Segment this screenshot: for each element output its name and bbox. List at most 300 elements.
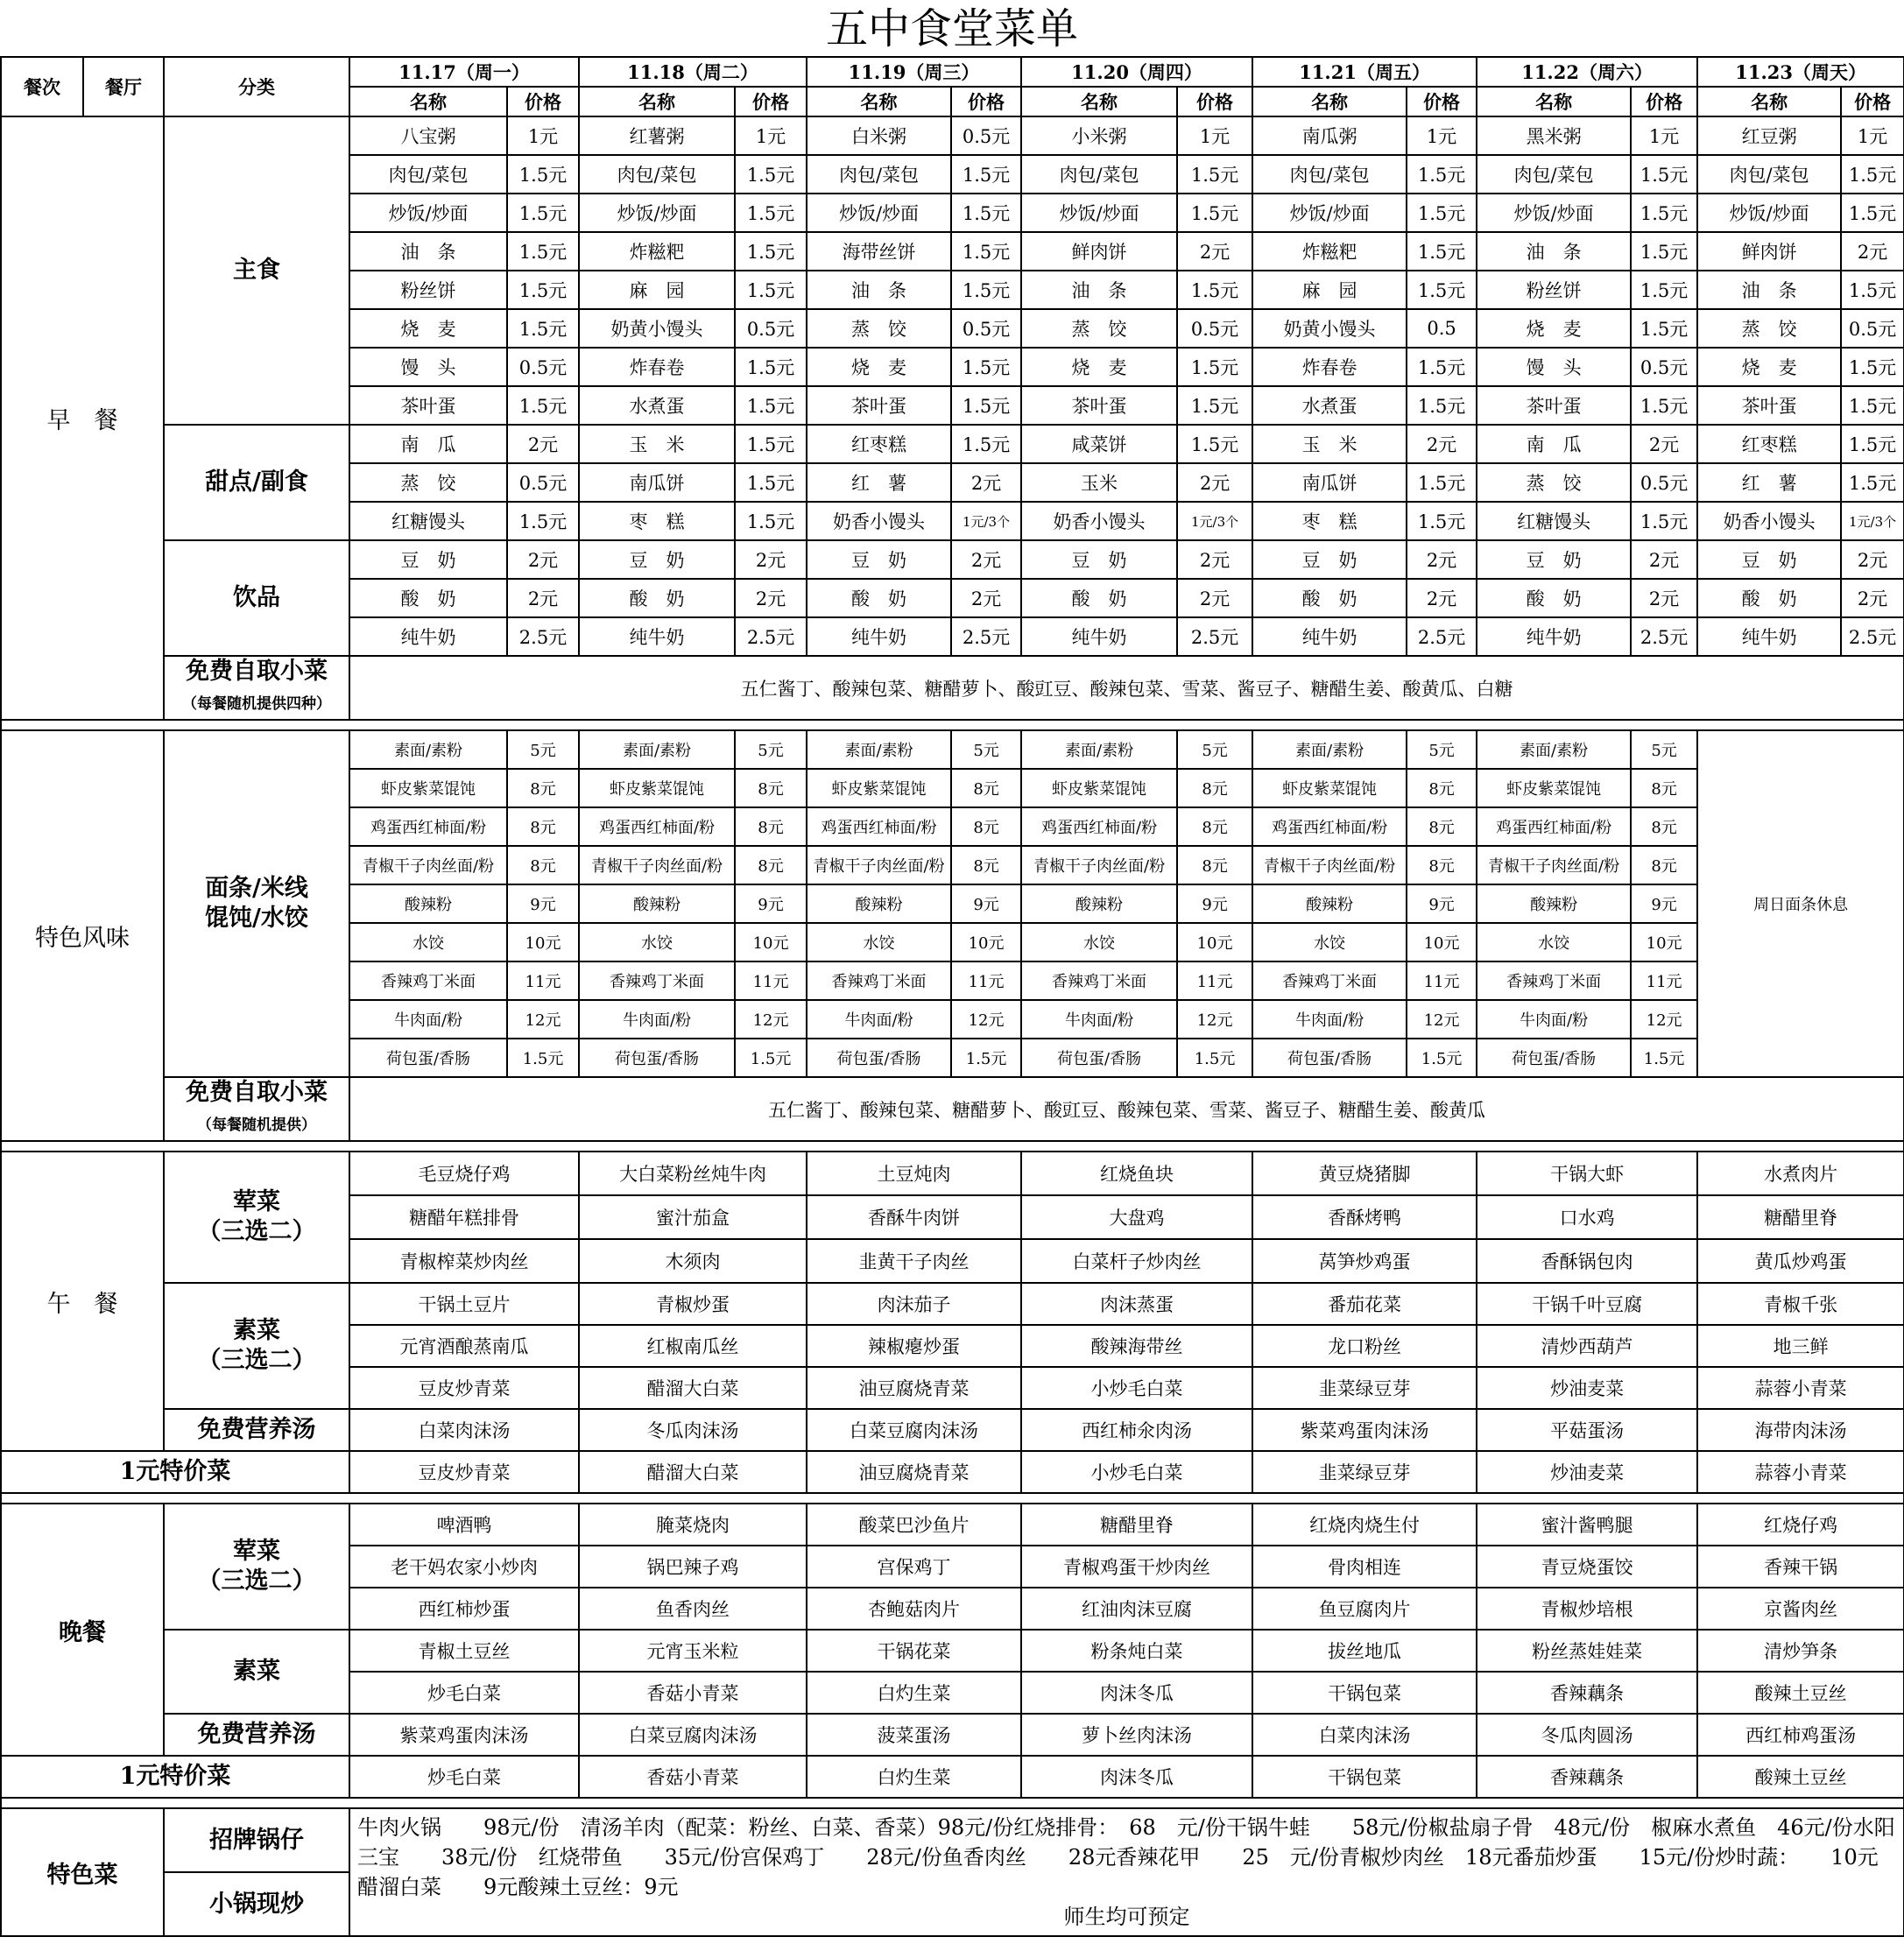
dish-name: 肉包/菜包 (1477, 155, 1631, 194)
dish-name: 老干妈农家小炒肉 (349, 1546, 579, 1588)
noodle-price: 10元 (1407, 923, 1477, 961)
noodle-name: 香辣鸡丁米面 (807, 961, 951, 1000)
dish-price: 1.5元 (951, 155, 1021, 194)
noodle-name: 牛肉面/粉 (1021, 1000, 1177, 1039)
dish-price: 1.5元 (1407, 194, 1477, 232)
dish-name: 红烧仔鸡 (1697, 1504, 1904, 1546)
dish-name: 酸 奶 (807, 579, 951, 617)
dish-name: 干锅花菜 (807, 1630, 1021, 1672)
stir-category: 小锅现炒 (164, 1872, 349, 1936)
dish-price: 0.5元 (1177, 309, 1252, 348)
noodle-price: 11元 (1407, 961, 1477, 1000)
dish-price: 1.5元 (507, 155, 579, 194)
noodle-name: 水饺 (1252, 923, 1407, 961)
noodle-price: 1.5元 (507, 1039, 579, 1077)
noodle-price: 12元 (1407, 1000, 1477, 1039)
free-side-items: 五仁酱丁、酸辣包菜、糖醋萝卜、酸豇豆、酸辣包菜、雪菜、酱豆子、糖醋生姜、酸黄瓜、白糖 (349, 656, 1904, 720)
noodle-name: 酸辣粉 (1477, 884, 1631, 923)
dish-price: 1元 (1177, 116, 1252, 155)
dish-name: 清炒笋条 (1697, 1630, 1904, 1672)
dish-name: 糖醋年糕排骨 (349, 1195, 579, 1239)
dish-name: 酸 奶 (1697, 579, 1841, 617)
noodle-price: 10元 (735, 923, 807, 961)
dish-name: 青椒千张 (1697, 1283, 1904, 1325)
specialty-free-side-items: 五仁酱丁、酸辣包菜、糖醋萝卜、酸豇豆、酸辣包菜、雪菜、酱豆子、糖醋生姜、酸黄瓜 (349, 1077, 1904, 1141)
dinner-meat-category-label: 荤菜 (233, 1538, 280, 1565)
noodle-name: 荷包蛋/香肠 (1477, 1039, 1631, 1077)
noodle-price: 8元 (1177, 769, 1252, 807)
dish-price: 1.5元 (1177, 155, 1252, 194)
dish-name: 蒸 饺 (349, 463, 507, 502)
dessert-category-label: 甜点/副食 (205, 468, 308, 496)
noodle-category (164, 730, 349, 1077)
dish-name: 炒饭/炒面 (1697, 194, 1841, 232)
dish-name: 南 瓜 (1477, 425, 1631, 463)
lunch-veg-category (164, 1283, 349, 1409)
dish-name: 纯牛奶 (1477, 617, 1631, 656)
dish-name: 纯牛奶 (349, 617, 507, 656)
dish-price: 1.5元 (735, 155, 807, 194)
dish-name: 口水鸡 (1477, 1195, 1697, 1239)
dish-name: 南瓜饼 (579, 463, 735, 502)
dish-name: 茶叶蛋 (1021, 386, 1177, 425)
dish-name: 啤酒鸭 (349, 1504, 579, 1546)
day-header: 11.18（周二） (579, 57, 807, 87)
dinner-meat-category (164, 1504, 349, 1630)
dish-name: 香酥牛肉饼 (807, 1195, 1021, 1239)
dish-name: 蒸 饺 (1477, 463, 1631, 502)
breakfast-meal-label: 早 餐 (1, 116, 164, 720)
dish-name: 南 瓜 (349, 425, 507, 463)
noodle-name: 青椒干子肉丝面/粉 (1021, 846, 1177, 884)
meal-header: 餐次 (1, 57, 83, 116)
noodle-price: 9元 (735, 884, 807, 923)
dish-name: 枣 糕 (1252, 502, 1407, 540)
dish-name: 西红柿氽肉汤 (1021, 1409, 1252, 1451)
dish-name: 南瓜粥 (1252, 116, 1407, 155)
dish-name: 辣椒瘪炒蛋 (807, 1325, 1021, 1367)
noodle-name: 虾皮紫菜馄饨 (1477, 769, 1631, 807)
dish-name: 黑米粥 (1477, 116, 1631, 155)
dish-price: 2元 (951, 463, 1021, 502)
dish-price: 1元/3个 (1841, 502, 1904, 540)
dish-price: 1.5元 (1631, 155, 1697, 194)
dish-name: 豆 奶 (1697, 540, 1841, 579)
dish-price: 0.5元 (507, 463, 579, 502)
dish-price: 1.5元 (1841, 425, 1904, 463)
dish-price: 0.5元 (951, 309, 1021, 348)
noodle-category-label: 面条/米线 (205, 875, 308, 902)
noodle-name: 牛肉面/粉 (1252, 1000, 1407, 1039)
noodle-name: 香辣鸡丁米面 (1021, 961, 1177, 1000)
noodle-price: 11元 (735, 961, 807, 1000)
noodle-price: 8元 (1631, 769, 1697, 807)
lunch-special-label: 1元特价菜 (1, 1451, 349, 1493)
dish-name: 干锅千叶豆腐 (1477, 1283, 1697, 1325)
dish-price: 1.5元 (507, 194, 579, 232)
dish-name: 青豆烧蛋饺 (1477, 1546, 1697, 1588)
dish-price: 1.5元 (735, 232, 807, 271)
noodle-name: 牛肉面/粉 (579, 1000, 735, 1039)
pot-category: 招牌锅仔 (164, 1808, 349, 1872)
dish-name: 腌菜烧肉 (579, 1504, 807, 1546)
day-header: 11.20（周四） (1021, 57, 1252, 87)
dish-name: 小炒毛白菜 (1021, 1451, 1252, 1493)
name-header: 名称 (807, 87, 951, 116)
dish-name: 肉沫茄子 (807, 1283, 1021, 1325)
dish-name: 香酥烤鸭 (1252, 1195, 1477, 1239)
dish-name: 酸 奶 (349, 579, 507, 617)
dish-name: 香辣藕条 (1477, 1756, 1697, 1798)
noodle-price: 8元 (735, 846, 807, 884)
free-side-category-note: （每餐随机提供四种） (182, 695, 331, 713)
dish-name: 豆 奶 (807, 540, 951, 579)
dish-name: 地三鲜 (1697, 1325, 1904, 1367)
dish-name: 红烧肉烧生付 (1252, 1504, 1477, 1546)
noodle-price: 5元 (1631, 730, 1697, 769)
noodle-name: 鸡蛋西红柿面/粉 (1252, 807, 1407, 846)
day-header: 11.22（周六） (1477, 57, 1697, 87)
dish-name: 酸辣海带丝 (1021, 1325, 1252, 1367)
dish-name: 鲜肉饼 (1021, 232, 1177, 271)
noodle-name: 鸡蛋西红柿面/粉 (807, 807, 951, 846)
noodle-price: 12元 (507, 1000, 579, 1039)
dish-name: 西红柿鸡蛋汤 (1697, 1714, 1904, 1756)
dish-name: 纯牛奶 (1021, 617, 1177, 656)
dish-name: 紫菜鸡蛋肉沫汤 (349, 1714, 579, 1756)
noodle-price: 8元 (507, 807, 579, 846)
dish-name: 青椒炒培根 (1477, 1588, 1697, 1630)
noodle-price: 8元 (951, 807, 1021, 846)
noodle-name: 素面/素粉 (1021, 730, 1177, 769)
noodle-price: 8元 (1407, 807, 1477, 846)
price-header: 价格 (735, 87, 807, 116)
dish-name: 奶香小馒头 (807, 502, 951, 540)
noodle-name: 酸辣粉 (349, 884, 507, 923)
dish-name: 肉包/菜包 (1021, 155, 1177, 194)
dish-name: 炸春卷 (579, 348, 735, 386)
dish-name: 红 薯 (1697, 463, 1841, 502)
noodle-name: 荷包蛋/香肠 (349, 1039, 507, 1077)
dish-name: 炒饭/炒面 (579, 194, 735, 232)
noodle-name: 鸡蛋西红柿面/粉 (349, 807, 507, 846)
dish-name: 酸辣土豆丝 (1697, 1756, 1904, 1798)
dish-name: 豆皮炒青菜 (349, 1367, 579, 1409)
dish-name: 豆 奶 (1477, 540, 1631, 579)
dish-name: 香辣藕条 (1477, 1672, 1697, 1714)
dish-name: 红烧鱼块 (1021, 1152, 1252, 1195)
dish-price: 1.5元 (1407, 232, 1477, 271)
noodle-name: 荷包蛋/香肠 (1252, 1039, 1407, 1077)
name-header: 名称 (1021, 87, 1177, 116)
dish-price: 1.5元 (735, 348, 807, 386)
dish-name: 炒饭/炒面 (807, 194, 951, 232)
noodle-price: 5元 (507, 730, 579, 769)
dish-name: 红糖馒头 (1477, 502, 1631, 540)
dish-price: 1.5元 (1841, 386, 1904, 425)
dish-price: 1.5元 (1407, 348, 1477, 386)
dish-name: 炸糍粑 (1252, 232, 1407, 271)
dish-price: 1.5元 (1631, 271, 1697, 309)
dish-name: 油 条 (349, 232, 507, 271)
dish-price: 1.5元 (951, 425, 1021, 463)
noodle-name: 香辣鸡丁米面 (1252, 961, 1407, 1000)
dish-name: 拔丝地瓜 (1252, 1630, 1477, 1672)
dish-price: 2元 (507, 540, 579, 579)
dish-price: 2.5元 (1407, 617, 1477, 656)
noodle-price: 8元 (735, 769, 807, 807)
noodle-name: 鸡蛋西红柿面/粉 (1021, 807, 1177, 846)
dish-name: 蒜蓉小青菜 (1697, 1367, 1904, 1409)
noodle-name: 水饺 (807, 923, 951, 961)
menu-table (0, 56, 1904, 1937)
dish-price: 1.5元 (735, 194, 807, 232)
noodle-price: 8元 (507, 846, 579, 884)
dish-price: 1.5元 (1177, 348, 1252, 386)
noodle-price: 10元 (951, 923, 1021, 961)
dish-price: 1元 (735, 116, 807, 155)
noodle-price: 11元 (951, 961, 1021, 1000)
dish-name: 肉包/菜包 (1252, 155, 1407, 194)
dish-price: 1.5元 (1407, 271, 1477, 309)
dish-name: 水煮蛋 (1252, 386, 1407, 425)
dish-name: 油 条 (1697, 271, 1841, 309)
dish-price: 2元 (1841, 579, 1904, 617)
dish-price: 0.5元 (951, 116, 1021, 155)
dish-name: 鲜肉饼 (1697, 232, 1841, 271)
dish-price: 1.5元 (951, 348, 1021, 386)
dish-price: 1.5元 (1631, 232, 1697, 271)
dish-price: 2元 (1407, 425, 1477, 463)
dish-name: 萝卜丝肉沫汤 (1021, 1714, 1252, 1756)
noodle-price: 11元 (507, 961, 579, 1000)
noodle-price: 10元 (507, 923, 579, 961)
noodle-price: 9元 (1177, 884, 1252, 923)
specialty-free-side-category (164, 1077, 349, 1141)
price-header: 价格 (1631, 87, 1697, 116)
dish-name: 大盘鸡 (1021, 1195, 1252, 1239)
dish-name: 青椒炒蛋 (579, 1283, 807, 1325)
staple-category-label: 主食 (233, 257, 280, 284)
noodle-price: 1.5元 (735, 1039, 807, 1077)
noodle-price: 8元 (1407, 769, 1477, 807)
dish-name: 粉丝蒸娃娃菜 (1477, 1630, 1697, 1672)
dish-name: 杏鲍菇肉片 (807, 1588, 1021, 1630)
noodle-price: 5元 (735, 730, 807, 769)
dish-price: 0.5元 (735, 309, 807, 348)
noodle-price: 8元 (951, 769, 1021, 807)
dish-name: 龙口粉丝 (1252, 1325, 1477, 1367)
noodle-name: 青椒干子肉丝面/粉 (1252, 846, 1407, 884)
dish-price: 1.5元 (735, 463, 807, 502)
noodle-price: 9元 (1407, 884, 1477, 923)
lunch-veg-category-label: 素菜 (233, 1317, 280, 1344)
dish-name: 鱼豆腐肉片 (1252, 1588, 1477, 1630)
spacer (1, 1798, 1904, 1808)
dish-name: 豆 奶 (1021, 540, 1177, 579)
name-header: 名称 (1697, 87, 1841, 116)
dish-price: 1.5元 (1841, 271, 1904, 309)
dish-name: 烧 麦 (807, 348, 951, 386)
dish-name: 油 条 (1021, 271, 1177, 309)
noodle-price: 5元 (1177, 730, 1252, 769)
dish-name: 毛豆烧仔鸡 (349, 1152, 579, 1195)
noodle-name: 酸辣粉 (1252, 884, 1407, 923)
noodle-price: 10元 (1631, 923, 1697, 961)
dish-price: 1.5元 (1407, 386, 1477, 425)
featured-label: 特色菜 (1, 1808, 164, 1936)
dish-name: 麻 园 (579, 271, 735, 309)
dish-name: 醋溜大白菜 (579, 1367, 807, 1409)
dish-name: 红豆粥 (1697, 116, 1841, 155)
noodle-price: 12元 (1177, 1000, 1252, 1039)
dish-price: 2.5元 (951, 617, 1021, 656)
dish-name: 肉包/菜包 (349, 155, 507, 194)
noodle-price: 9元 (1631, 884, 1697, 923)
featured-items (349, 1808, 1904, 1936)
day-header: 11.19（周三） (807, 57, 1021, 87)
price-header: 价格 (1841, 87, 1904, 116)
dish-name: 韭菜绿豆芽 (1252, 1367, 1477, 1409)
dish-name: 白米粥 (807, 116, 951, 155)
dish-price: 2元 (507, 425, 579, 463)
dish-name: 白菜豆腐肉沫汤 (579, 1714, 807, 1756)
dish-name: 香辣干锅 (1697, 1546, 1904, 1588)
dish-name: 白菜肉沫汤 (349, 1409, 579, 1451)
dish-price: 1元 (1631, 116, 1697, 155)
dish-name: 黄豆烧猪脚 (1252, 1152, 1477, 1195)
dish-name: 酸 奶 (1252, 579, 1407, 617)
noodle-price: 9元 (507, 884, 579, 923)
noodle-name: 虾皮紫菜馄饨 (579, 769, 735, 807)
page-title: 五中食堂菜单 (825, 4, 1078, 53)
dish-name: 土豆炖肉 (807, 1152, 1021, 1195)
dish-name: 锅巴辣子鸡 (579, 1546, 807, 1588)
dish-name: 大白菜粉丝炖牛肉 (579, 1152, 807, 1195)
dish-name: 炒饭/炒面 (349, 194, 507, 232)
noodle-name: 鸡蛋西红柿面/粉 (579, 807, 735, 846)
dish-name: 红枣糕 (1697, 425, 1841, 463)
dish-name: 香菇小青菜 (579, 1672, 807, 1714)
dish-price: 2元 (1177, 579, 1252, 617)
dish-price: 2.5元 (507, 617, 579, 656)
dish-price: 1.5元 (1631, 194, 1697, 232)
dish-price: 1.5元 (735, 386, 807, 425)
noodle-name: 素面/素粉 (1477, 730, 1631, 769)
dish-price: 1.5元 (1841, 348, 1904, 386)
noodle-name: 牛肉面/粉 (1477, 1000, 1631, 1039)
dish-name: 粉丝饼 (1477, 271, 1631, 309)
dish-price: 1.5元 (1407, 502, 1477, 540)
dish-price: 2元 (1177, 540, 1252, 579)
dish-price: 1.5元 (507, 271, 579, 309)
dish-name: 醋溜大白菜 (579, 1451, 807, 1493)
noodle-name: 虾皮紫菜馄饨 (807, 769, 951, 807)
dish-price: 2元 (1177, 463, 1252, 502)
dish-name: 奶香小馒头 (1697, 502, 1841, 540)
noodle-name: 青椒干子肉丝面/粉 (349, 846, 507, 884)
dish-name: 糖醋里脊 (1697, 1195, 1904, 1239)
dish-name: 炒饭/炒面 (1477, 194, 1631, 232)
dish-name: 玉 米 (1252, 425, 1407, 463)
dish-price: 2元 (951, 579, 1021, 617)
dish-name: 骨肉相连 (1252, 1546, 1477, 1588)
category-header: 分类 (164, 57, 349, 116)
dish-name: 蜜汁酱鸭腿 (1477, 1504, 1697, 1546)
dessert-category (164, 425, 349, 540)
dish-name: 豆皮炒青菜 (349, 1451, 579, 1493)
dish-name: 炒毛白菜 (349, 1672, 579, 1714)
dish-name: 清炒西葫芦 (1477, 1325, 1697, 1367)
dish-name: 馒 头 (1477, 348, 1631, 386)
dish-name: 元宵酒酿蒸南瓜 (349, 1325, 579, 1367)
noodle-price: 12元 (1631, 1000, 1697, 1039)
dish-name: 炒饭/炒面 (1021, 194, 1177, 232)
dish-price: 2.5元 (1841, 617, 1904, 656)
dish-name: 香菇小青菜 (579, 1756, 807, 1798)
dish-name: 玉 米 (579, 425, 735, 463)
dish-price: 0.5元 (507, 348, 579, 386)
noodle-name: 虾皮紫菜馄饨 (349, 769, 507, 807)
dish-name: 香酥锅包肉 (1477, 1239, 1697, 1283)
dish-price: 1.5元 (951, 386, 1021, 425)
dinner-meat-category-note: （三选二） (197, 1567, 316, 1595)
dish-name: 小炒毛白菜 (1021, 1367, 1252, 1409)
spacer (1, 1493, 1904, 1504)
drinks-category (164, 540, 349, 656)
dish-price: 1元/3个 (1177, 502, 1252, 540)
dish-name: 肉沫冬瓜 (1021, 1672, 1252, 1714)
dish-price: 1.5元 (507, 502, 579, 540)
dish-name: 粉丝饼 (349, 271, 507, 309)
dish-name: 韭黄干子肉丝 (807, 1239, 1021, 1283)
dish-name: 枣 糕 (579, 502, 735, 540)
drinks-category-label: 饮品 (233, 584, 280, 611)
noodle-name: 牛肉面/粉 (807, 1000, 951, 1039)
dish-name: 麻 园 (1252, 271, 1407, 309)
price-header: 价格 (1177, 87, 1252, 116)
dish-name: 蒸 饺 (807, 309, 951, 348)
dinner-soup-label: 免费营养汤 (164, 1714, 349, 1756)
dish-name: 油豆腐烧青菜 (807, 1367, 1021, 1409)
dish-name: 菠菜蛋汤 (807, 1714, 1021, 1756)
dish-name: 奶黄小馒头 (579, 309, 735, 348)
dish-price: 2元 (1841, 232, 1904, 271)
dish-name: 白菜肉沫汤 (1252, 1714, 1477, 1756)
dish-name: 纯牛奶 (1697, 617, 1841, 656)
dish-name: 炒油麦菜 (1477, 1451, 1697, 1493)
dish-name: 干锅包菜 (1252, 1672, 1477, 1714)
dish-price: 1元 (507, 116, 579, 155)
dish-price: 2.5元 (735, 617, 807, 656)
day-header: 11.17（周一） (349, 57, 579, 87)
dinner-veg-category (164, 1630, 349, 1714)
noodle-price: 8元 (951, 846, 1021, 884)
dish-name: 炒油麦菜 (1477, 1367, 1697, 1409)
dish-name: 酸辣土豆丝 (1697, 1672, 1904, 1714)
dish-name: 肉沫冬瓜 (1021, 1756, 1252, 1798)
price-header: 价格 (1407, 87, 1477, 116)
noodle-name: 香辣鸡丁米面 (1477, 961, 1631, 1000)
noodle-name: 酸辣粉 (1021, 884, 1177, 923)
price-header: 价格 (507, 87, 579, 116)
noodle-price: 1.5元 (951, 1039, 1021, 1077)
dish-name: 豆 奶 (1252, 540, 1407, 579)
noodle-price: 8元 (1631, 846, 1697, 884)
dish-price: 1.5元 (735, 271, 807, 309)
dish-price: 1.5元 (735, 502, 807, 540)
dish-price: 1.5元 (735, 425, 807, 463)
